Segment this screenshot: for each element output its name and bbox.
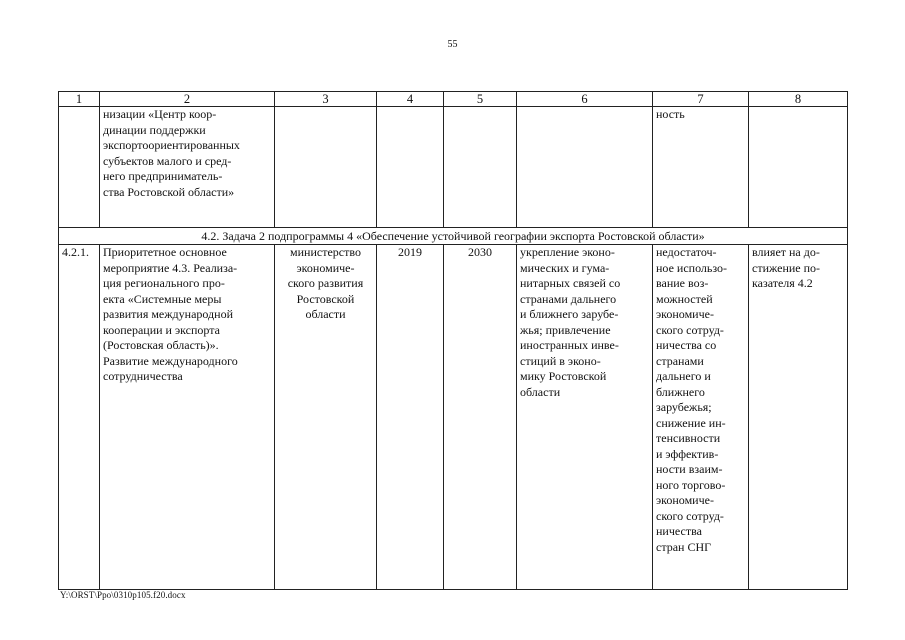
- item-name-text: Приоритетное основное мероприятие 4.3. Реализа- ция регионального про- екта «Системные меры развития международной кооперации и экспорта (Ростовская область)». Развитие международного сотрудничества: [103, 245, 238, 383]
- item-end-year-text: 2030: [468, 245, 492, 259]
- page-number: 55: [447, 39, 458, 50]
- cell-continuation-end: [444, 107, 517, 228]
- continuation-row: [59, 107, 848, 228]
- item-indicator-text: влияет на до- стижение по- казателя 4.2: [752, 245, 821, 290]
- cell-item-end-year: [444, 245, 517, 590]
- footer-file-path: Y:\ORST\Ppo\0310p105.f20.docx: [60, 590, 186, 600]
- column-header-8: 8: [749, 92, 848, 107]
- item-row: [59, 245, 848, 590]
- item-consequences-text: недостаточ- ное использо- вание воз- можностей экономиче- ского сотруд- ничества со странами дальнего и ближнего зарубежья; снижение ин- тенсивности и эффектив- ности взаим- ного торгово- экономиче- ского сотруд- ничества стран СНГ: [656, 245, 728, 554]
- column-header-2: 2: [100, 92, 275, 107]
- column-header-6: 6: [517, 92, 653, 107]
- cell-continuation-number: [59, 107, 100, 228]
- cell-item-name: [100, 245, 275, 590]
- column-header-7: 7: [653, 92, 749, 107]
- cell-continuation-start: [377, 107, 444, 228]
- cell-item-executor: [275, 245, 377, 590]
- header-row: [59, 92, 848, 107]
- section-row: [59, 228, 848, 245]
- cell-continuation-consequences: [653, 107, 749, 228]
- section-title: 4.2. Задача 2 подпрограммы 4 «Обеспечение устойчивой географии экспорта Ростовской области»: [59, 228, 848, 245]
- item-start-year-text: 2019: [398, 245, 422, 259]
- column-header-3: 3: [275, 92, 377, 107]
- program-table: [58, 91, 848, 590]
- column-header-1: 1: [59, 92, 100, 107]
- column-header-4: 4: [377, 92, 444, 107]
- cell-continuation-executor: [275, 107, 377, 228]
- item-number-text: 4.2.1.: [62, 245, 89, 259]
- item-executor-text: министерство экономиче- ского развития Ростовской области: [287, 245, 364, 321]
- continuation-consequences-text: ность: [656, 107, 685, 121]
- cell-item-consequences: [653, 245, 749, 590]
- cell-item-number: [59, 245, 100, 590]
- item-result-text: укрепление эконо- мических и гума- нитарных связей со странами дальнего и ближнего зарубе- жья; привлечение иностранных инве- стиций в эконо- мику Ростовской области: [520, 245, 621, 399]
- cell-item-result: [517, 245, 653, 590]
- cell-continuation-indicator: [749, 107, 848, 228]
- cell-item-start-year: [377, 245, 444, 590]
- cell-item-indicator: [749, 245, 848, 590]
- continuation-name-text: низации «Центр коор- динации поддержки экспортоориентированных субъектов малого и сред- него предприниматель- ства Ростовской области»: [103, 107, 240, 199]
- cell-continuation-name: [100, 107, 275, 228]
- cell-continuation-result: [517, 107, 653, 228]
- column-header-5: 5: [444, 92, 517, 107]
